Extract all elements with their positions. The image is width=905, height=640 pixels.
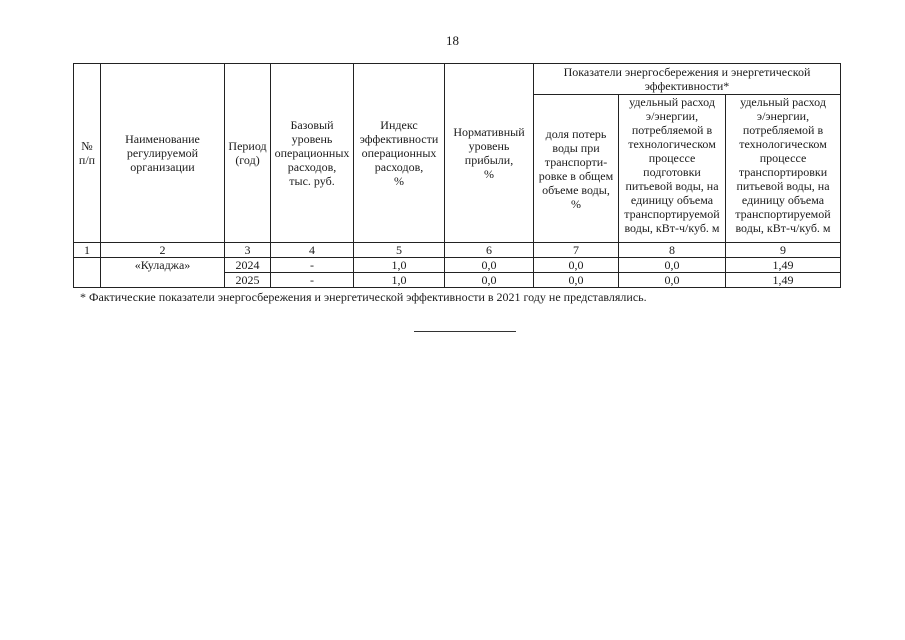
efficiency-index-cell: 1,0 <box>354 258 445 273</box>
base-level-cell: - <box>271 258 354 273</box>
water-loss-cell: 0,0 <box>534 273 619 288</box>
footnote: * Фактические показатели энергосбережения и энергетической эффективности в 2021 году не представлялись. <box>80 290 647 304</box>
column-number: 1 <box>74 243 101 258</box>
column-number: 7 <box>534 243 619 258</box>
energy-prep-cell: 0,0 <box>619 273 726 288</box>
column-number-row <box>74 243 841 258</box>
energy-efficiency-table <box>73 63 841 288</box>
energy-prep-cell: 0,0 <box>619 258 726 273</box>
header-energy-transport: удельный расход э/энергии, потребляемой в технологическом процессе транспортировки питьевой воды, на единицу объема транспортируемой воды, кВт-ч/куб. м <box>726 95 841 243</box>
column-number: 6 <box>445 243 534 258</box>
profit-level-cell: 0,0 <box>445 273 534 288</box>
header-base-level: Базовый уровень операционных расходов, тыс. руб. <box>271 64 354 243</box>
header-num: № п/п <box>74 64 101 243</box>
column-number: 2 <box>101 243 225 258</box>
column-number: 3 <box>225 243 271 258</box>
table-row <box>74 258 841 273</box>
org-name-cell: «Куладжа» <box>101 258 225 288</box>
header-water-loss: доля потерь воды при транспорти- ровке в общем объеме воды, % <box>534 95 619 243</box>
page-number: 18 <box>446 33 459 48</box>
header-energy-group: Показатели энергосбережения и энергетической эффективности* <box>534 64 841 95</box>
header-period: Период (год) <box>225 64 271 243</box>
end-rule <box>414 331 516 332</box>
column-number: 5 <box>354 243 445 258</box>
energy-transport-cell: 1,49 <box>726 258 841 273</box>
period-cell: 2025 <box>225 273 271 288</box>
header-profit-level: Нормативный уровень прибыли, % <box>445 64 534 243</box>
header-row-1 <box>74 64 841 95</box>
efficiency-index-cell: 1,0 <box>354 273 445 288</box>
energy-transport-cell: 1,49 <box>726 273 841 288</box>
header-energy-prep: удельный расход э/энергии, потребляемой в технологическом процессе подготовки питьевой воды, на единицу объема транспортируемой воды, кВт-ч/куб. м <box>619 95 726 243</box>
column-number: 4 <box>271 243 354 258</box>
column-number: 8 <box>619 243 726 258</box>
header-org-name: Наименование регулируемой организации <box>101 64 225 243</box>
base-level-cell: - <box>271 273 354 288</box>
column-number: 9 <box>726 243 841 258</box>
row-num-cell <box>74 258 101 288</box>
header-efficiency-index: Индекс эффективности операционных расходов, % <box>354 64 445 243</box>
profit-level-cell: 0,0 <box>445 258 534 273</box>
period-cell: 2024 <box>225 258 271 273</box>
water-loss-cell: 0,0 <box>534 258 619 273</box>
